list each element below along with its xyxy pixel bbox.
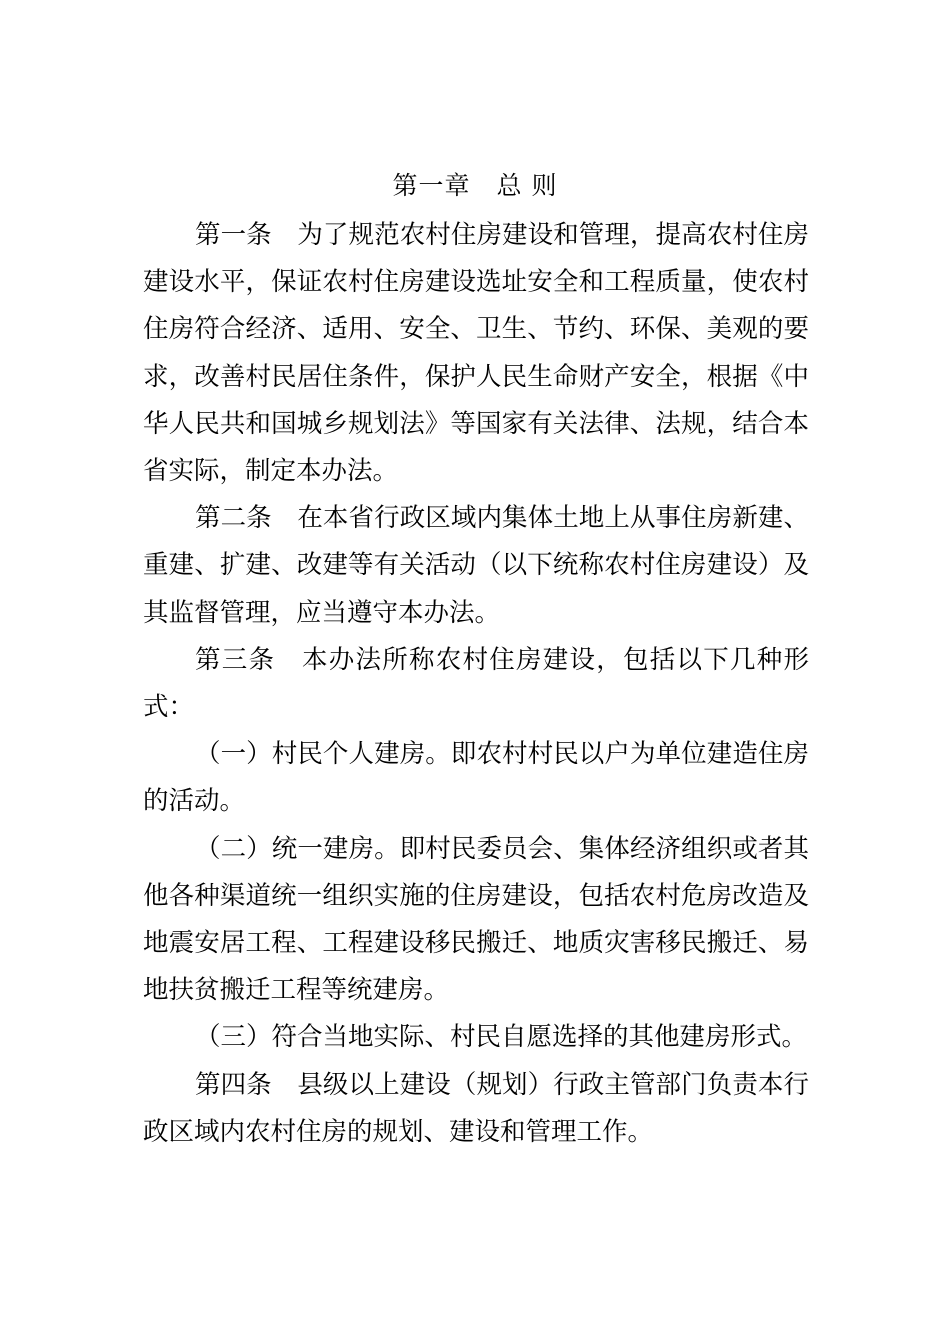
chapter-title: 第一章 总 则	[392, 171, 558, 200]
article-3-item-3: （三）符合当地实际、村民自愿选择的其他建房形式。	[195, 1022, 808, 1053]
article-4: 第四条 县级以上建设（规划）行政主管部门负责本行政区域内农村住房的规划、建设和管理工作。	[143, 1069, 809, 1147]
document-body	[143, 212, 809, 1156]
article-3: 第三条 本办法所称农村住房建设，包括以下几种形式：	[143, 644, 809, 723]
article-1: 第一条 为了规范农村住房建设和管理，提高农村住房建设水平，保证农村住房建设选址安全和工程质量，使农村住房符合经济、适用、安全、卫生、节约、环保、美观的要求，改善村民居住条件，保护人民生命财产安全，根据《中华人民共和国城乡规划法》等国家有关法律、法规，结合本省实际，制定本办法。	[143, 220, 809, 487]
article-2: 第二条 在本省行政区域内集体土地上从事住房新建、重建、扩建、改建等有关活动（以下统称农村住房建设）及其监督管理，应当遵守本办法。	[143, 503, 809, 628]
article-3-item-1: （一）村民个人建房。即农村村民以户为单位建造住房的活动。	[143, 739, 809, 817]
article-3-item-2: （二）统一建房。即村民委员会、集体经济组织或者其他各种渠道统一组织实施的住房建设，包括农村危房改造及地震安居工程、工程建设移民搬迁、地质灾害移民搬迁、易地扶贫搬迁工程等统建房。	[143, 833, 809, 1006]
